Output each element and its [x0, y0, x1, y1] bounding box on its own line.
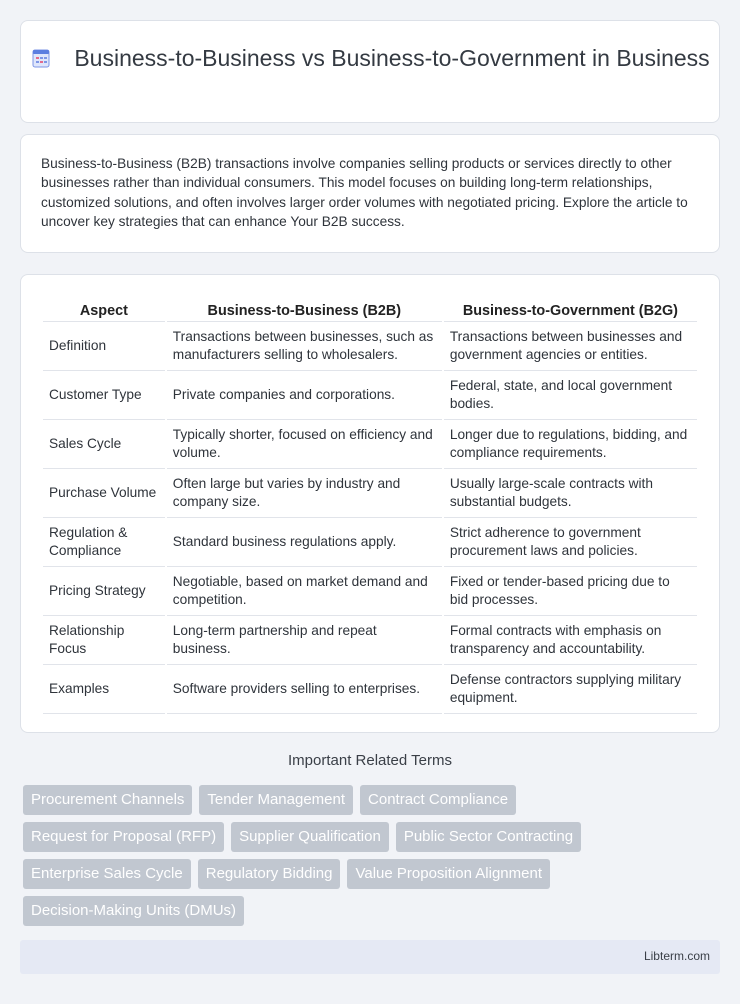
page-title-row: [21, 44, 719, 73]
b2g-cell: Longer due to regulations, bidding, and compliance requirements.: [444, 420, 697, 469]
aspect-cell: Examples: [43, 665, 165, 714]
b2g-cell: Strict adherence to government procurement laws and policies.: [444, 518, 697, 567]
comparison-table-card: [20, 274, 720, 733]
b2b-cell: Negotiable, based on market demand and competition.: [167, 567, 442, 616]
related-term-tag[interactable]: Value Proposition Alignment: [347, 859, 550, 889]
footer-site-link[interactable]: Libterm.com: [643, 949, 710, 963]
b2g-cell: Usually large-scale contracts with substantial budgets.: [444, 469, 697, 518]
b2b-cell: Typically shorter, focused on efficiency and volume.: [167, 420, 442, 469]
b2b-cell: Long-term partnership and repeat business.: [167, 616, 442, 665]
footer-bar: [20, 940, 720, 974]
b2g-cell: Defense contractors supplying military equipment.: [444, 665, 697, 714]
table-row: [43, 616, 697, 665]
aspect-cell: Regulation & Compliance: [43, 518, 165, 567]
comparison-table: [41, 296, 699, 714]
related-terms-list: [23, 785, 643, 926]
b2g-cell: Formal contracts with emphasis on transparency and accountability.: [444, 616, 697, 665]
table-row: [43, 665, 697, 714]
intro-paragraph: Business-to-Business (B2B) transactions involve companies selling products or services directly to other businesses rather than individual consumers. This model focuses on building long-term relationships, customized solutions, and often involves larger order volumes with negotiated pricing. Explore the article to uncover key strategies that can enhance Your B2B success.: [41, 156, 688, 230]
related-term-tag[interactable]: Enterprise Sales Cycle: [23, 859, 191, 889]
related-term-tag[interactable]: Request for Proposal (RFP): [23, 822, 224, 852]
table-row: [43, 371, 697, 420]
related-term-tag[interactable]: Contract Compliance: [360, 785, 516, 815]
document-icon: [30, 47, 52, 69]
table-row: [43, 518, 697, 567]
related-term-tag[interactable]: Tender Management: [199, 785, 353, 815]
table-row: [43, 322, 697, 371]
intro-card: [20, 134, 720, 253]
b2g-cell: Federal, state, and local government bodies.: [444, 371, 697, 420]
column-header-b2g: Business-to-Government (B2G): [444, 296, 697, 322]
b2g-cell: Transactions between businesses and government agencies or entities.: [444, 322, 697, 371]
b2b-cell: Often large but varies by industry and company size.: [167, 469, 442, 518]
aspect-cell: Customer Type: [43, 371, 165, 420]
related-term-tag[interactable]: Regulatory Bidding: [198, 859, 341, 889]
related-terms-heading: Important Related Terms: [288, 752, 452, 769]
aspect-cell: Definition: [43, 322, 165, 371]
table-row: [43, 420, 697, 469]
b2g-cell: Fixed or tender-based pricing due to bid processes.: [444, 567, 697, 616]
aspect-cell: Relationship Focus: [43, 616, 165, 665]
b2b-cell: Private companies and corporations.: [167, 371, 442, 420]
related-term-tag[interactable]: Procurement Channels: [23, 785, 192, 815]
related-term-tag[interactable]: Public Sector Contracting: [396, 822, 581, 852]
related-term-tag[interactable]: Supplier Qualification: [231, 822, 389, 852]
table-row: [43, 567, 697, 616]
b2b-cell: Transactions between businesses, such as manufacturers selling to wholesalers.: [167, 322, 442, 371]
page-title: Business-to-Business vs Business-to-Government in Business: [74, 45, 710, 71]
b2b-cell: Standard business regulations apply.: [167, 518, 442, 567]
title-card: [20, 20, 720, 123]
column-header-aspect: Aspect: [43, 296, 165, 322]
table-row: [43, 469, 697, 518]
aspect-cell: Purchase Volume: [43, 469, 165, 518]
aspect-cell: Pricing Strategy: [43, 567, 165, 616]
table-header-row: [43, 296, 697, 322]
b2b-cell: Software providers selling to enterprises.: [167, 665, 442, 714]
related-term-tag[interactable]: Decision-Making Units (DMUs): [23, 896, 244, 926]
aspect-cell: Sales Cycle: [43, 420, 165, 469]
column-header-b2b: Business-to-Business (B2B): [167, 296, 442, 322]
